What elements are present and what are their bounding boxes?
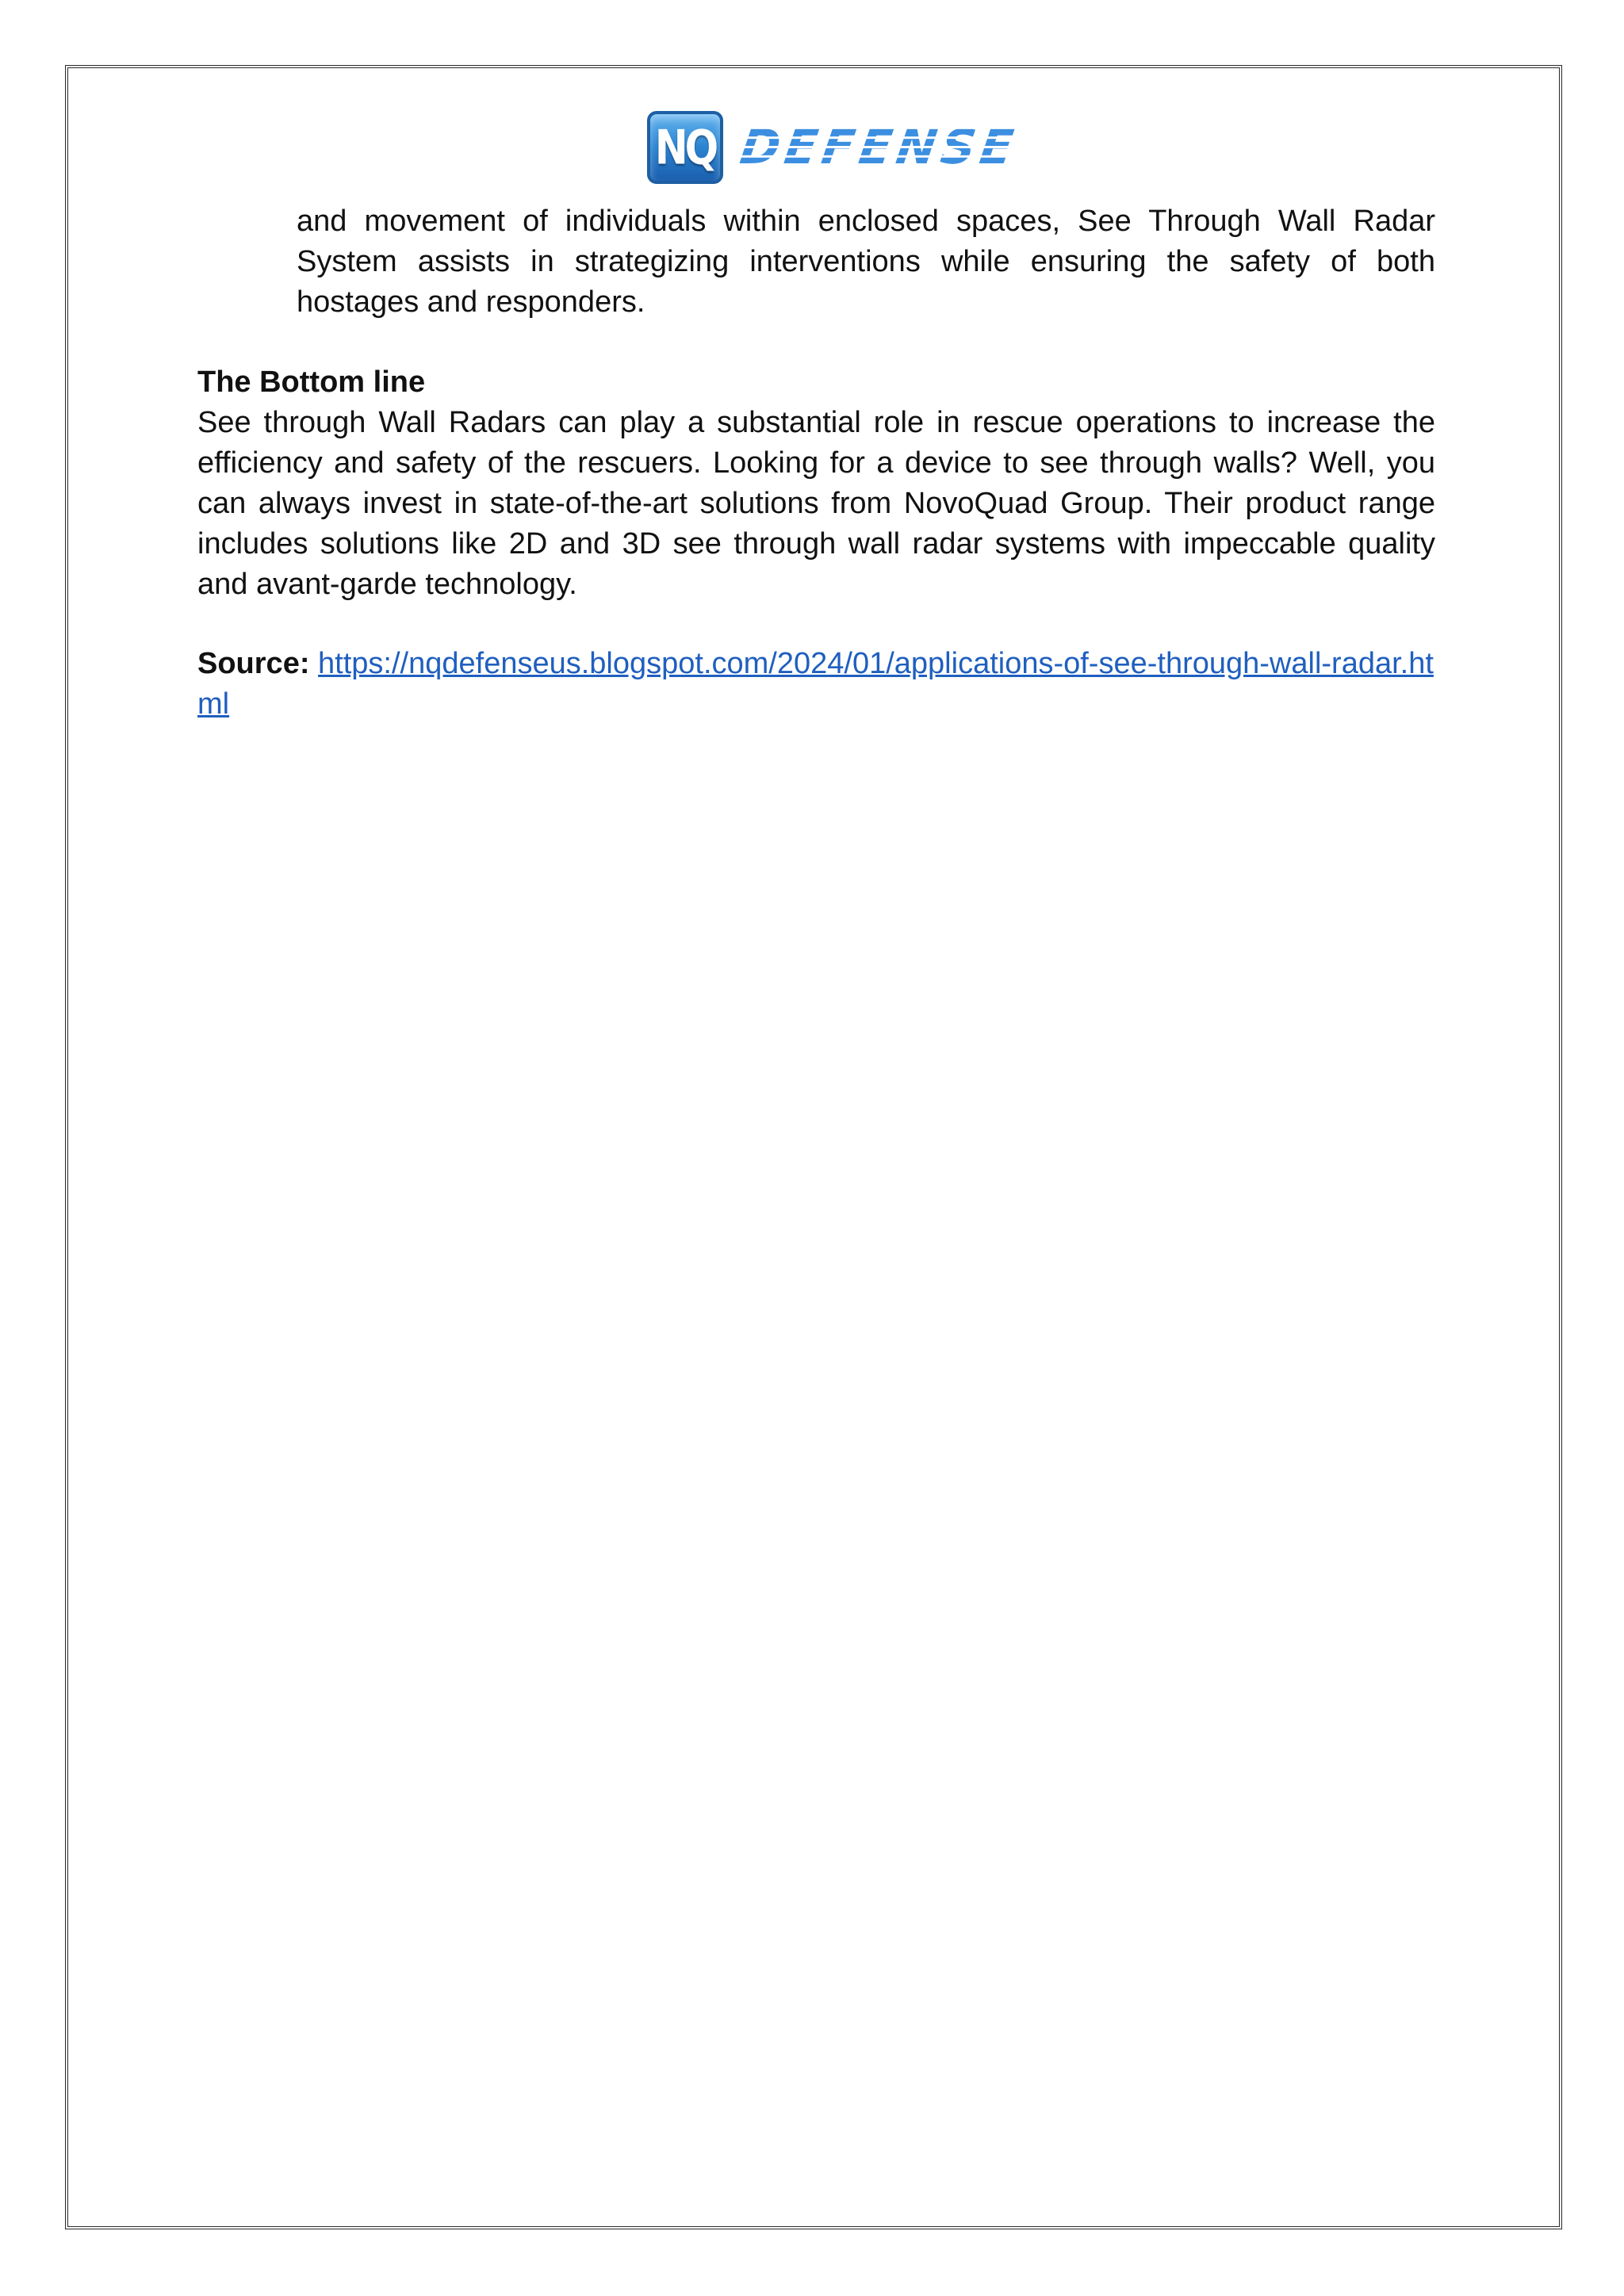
logo-wordmark: DEFENSE bbox=[737, 120, 1022, 175]
continued-paragraph: and movement of individuals within enclosed spaces, See Through Wall Radar System assists in strategizing interventions while ensuring the safety of both hostages and responders. bbox=[297, 205, 1435, 319]
source-link[interactable]: https://nqdefenseus.blogspot.com/2024/01/applications-of-see-through-wall-radar.html bbox=[197, 647, 1434, 721]
source-label: Source: bbox=[197, 647, 310, 680]
nq-defense-logo bbox=[647, 111, 1022, 184]
section-heading: The Bottom line bbox=[197, 365, 426, 399]
nq-badge-icon bbox=[647, 111, 723, 184]
bottom-line-paragraph: See through Wall Radars can play a substantial role in rescue operations to increase the efficiency and safety of the rescuers. Looking for a device to see through walls? Well, you can always invest in state-of-the-art solutions from NovoQuad Group. Their product range includes solutions like 2D and 3D see through wall radar systems with impeccable quality and avant-garde technology. bbox=[197, 406, 1435, 601]
source-line bbox=[197, 644, 1435, 725]
logo-badge-text: NQ bbox=[654, 120, 716, 175]
